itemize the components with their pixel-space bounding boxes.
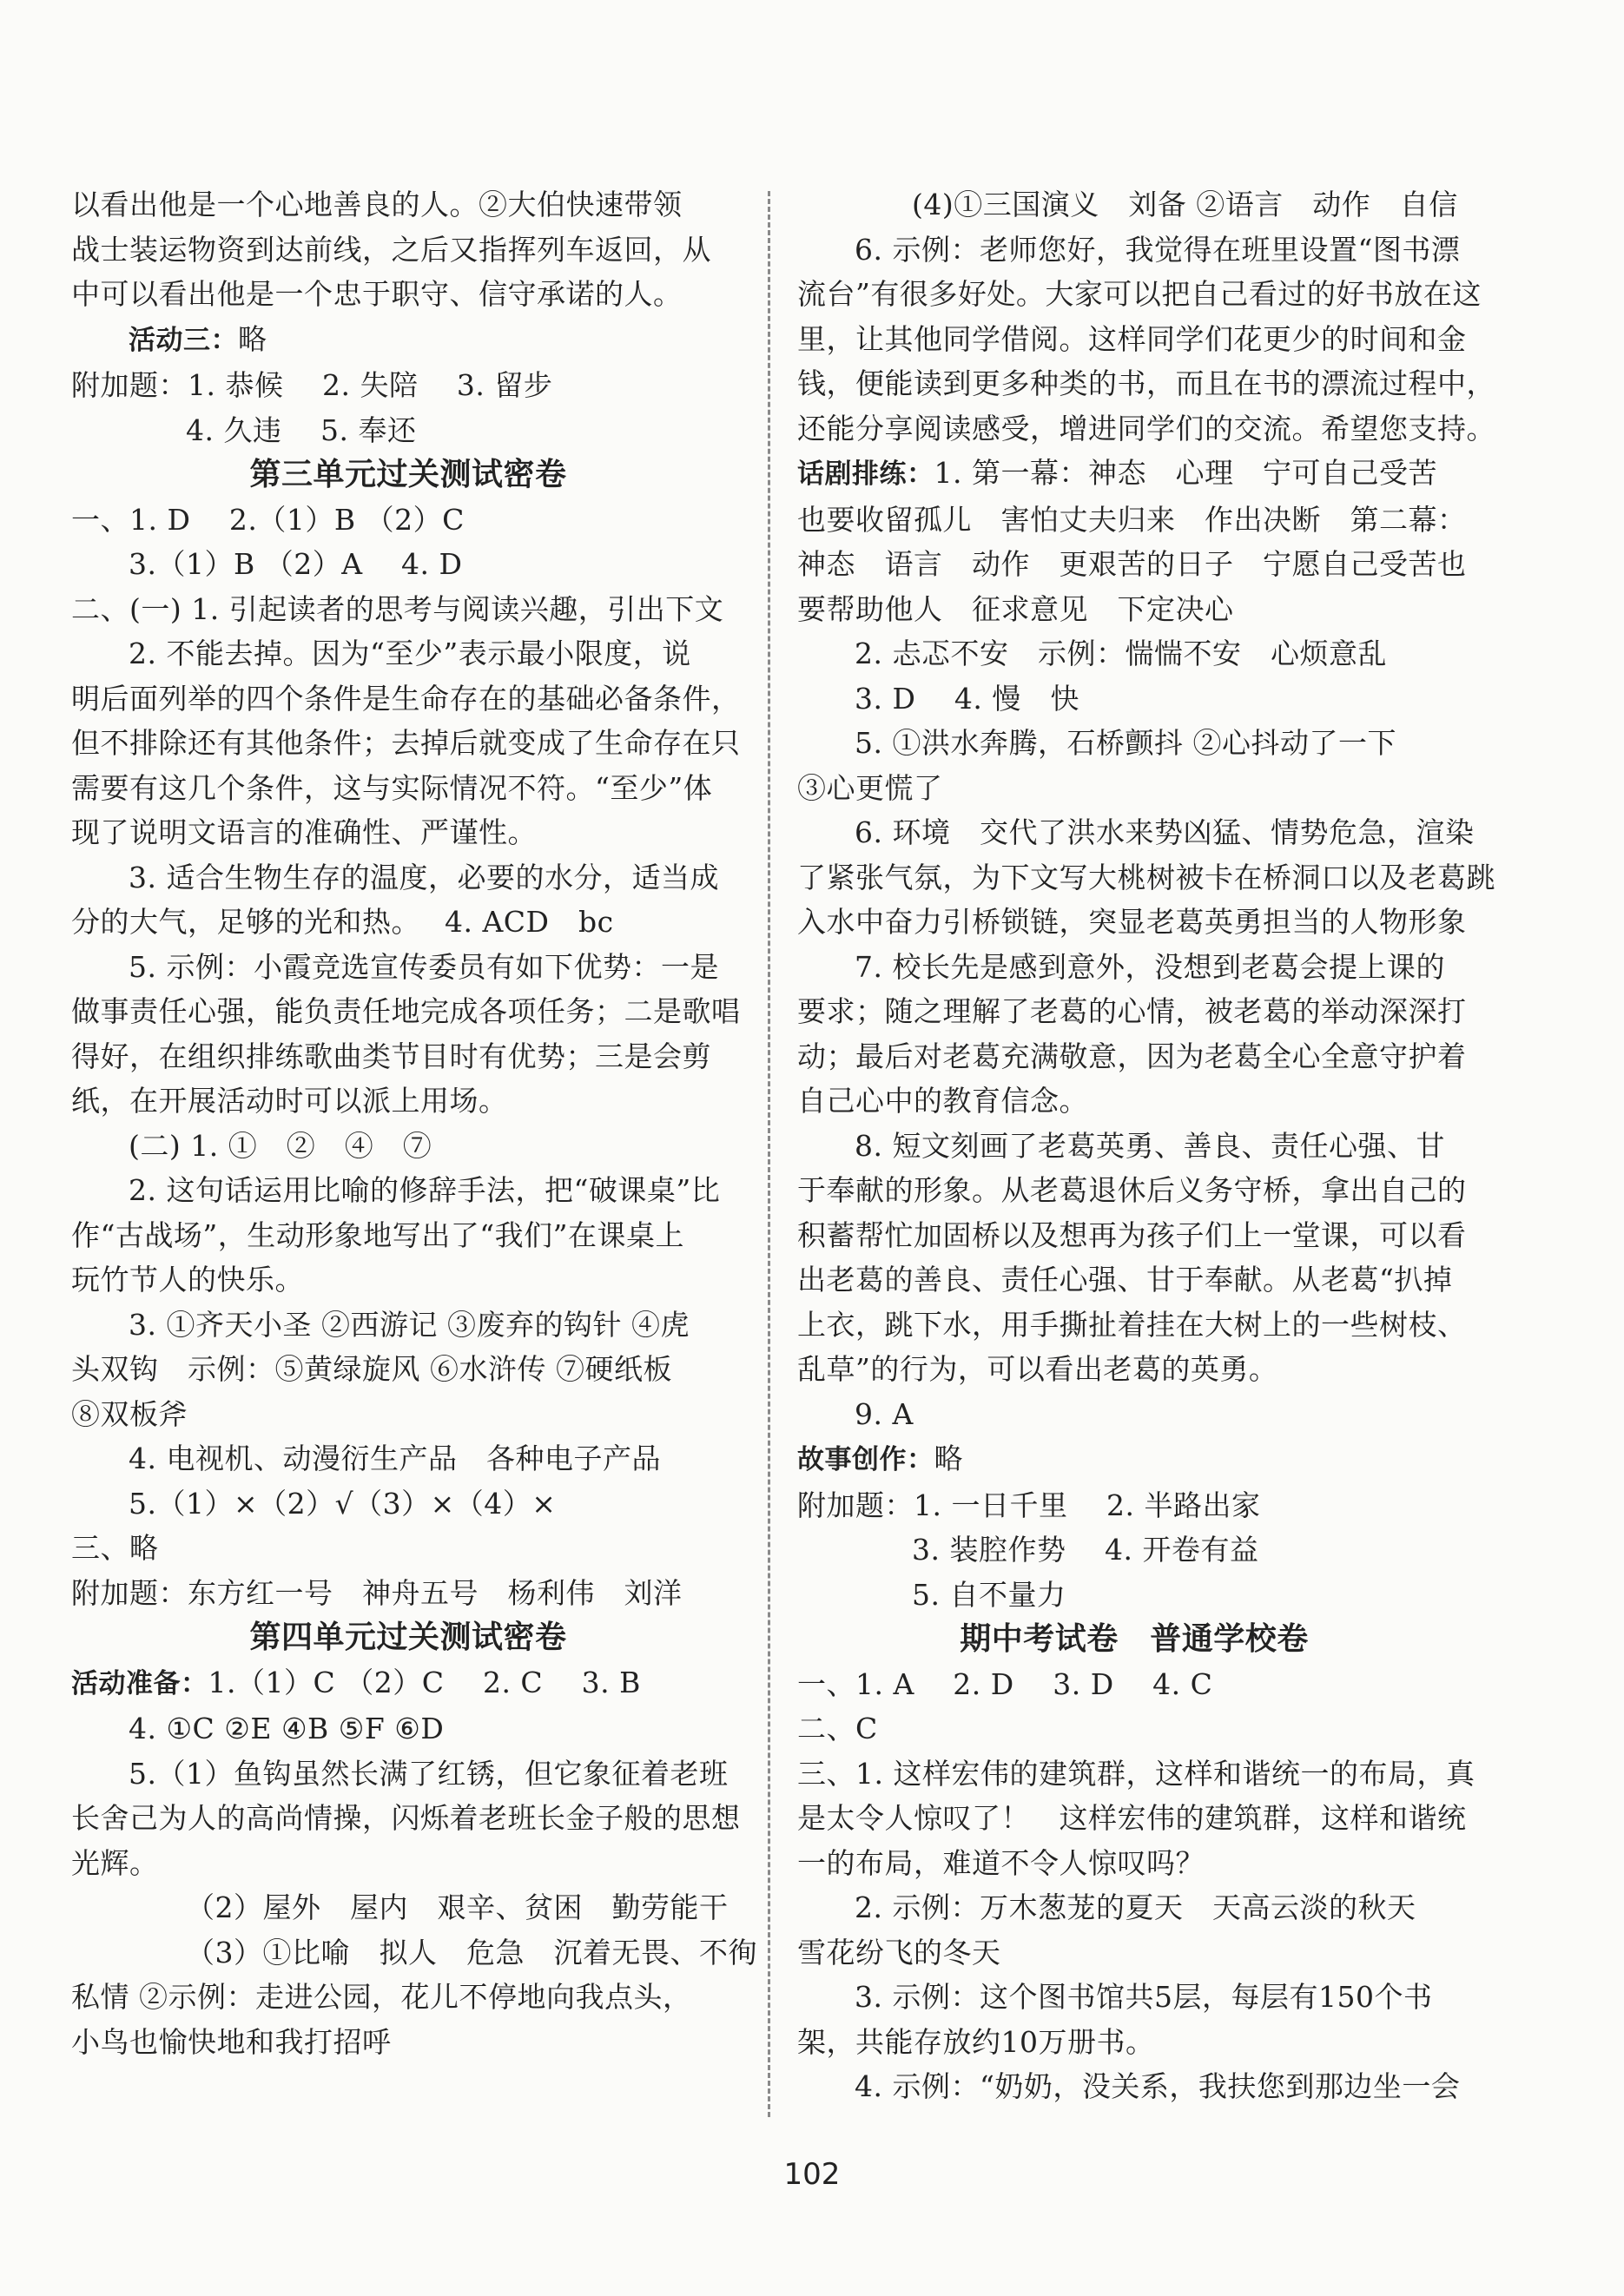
line-text: 三、略 [71,1531,159,1565]
line-text: 1.（1）C （2）C 2. C 3. B [208,1665,641,1699]
line-text: 需要有这几个条件，这与实际情况不符。“至少”体 [71,770,713,805]
line-text: 但不排除还有其他条件；去掉后就变成了生命存在只 [71,726,741,760]
answer-line [797,676,1471,722]
line-text: 雪花纷飞的冬天 [797,1935,1001,1969]
line-text: 5.（1）×（2）√（3）×（4）× [129,1486,557,1521]
answer-line [797,1079,1471,1124]
answer-line [71,766,745,811]
line-text: 7. 校长先是感到意外，没想到老葛会提上课的 [855,949,1445,984]
bold-label: 话剧排练： [797,459,934,490]
line-text: 5.（1）鱼钩虽然长满了红锈，但它象征着老班 [129,1756,729,1791]
line-text: 6. 示例：老师您好，我觉得在班里设置“图书漂 [855,232,1461,267]
line-text: 二、(一) 1. 引起读者的思考与阅读兴趣，引出下文 [71,591,724,626]
answer-line [797,228,1471,273]
answer-line [797,1662,1471,1707]
answer-line [797,631,1471,676]
answer-line [71,1392,745,1437]
line-text: 5. 示例：小霞竞选宣传委员有如下优势：一是 [129,949,719,984]
answer-line [797,810,1475,855]
answer-line [71,1706,745,1752]
answer-line [71,676,745,722]
answer-line [71,498,745,543]
answer-line [797,272,1482,317]
line-text: 了紧张气氛，为下文写大桃树被卡在桥洞口以及老葛跳 [797,860,1495,894]
line-text: ③心更慌了 [797,770,943,805]
answer-line [797,855,1495,901]
answer-line [797,945,1471,990]
bold-label: 故事创作： [797,1444,934,1475]
line-text: 以看出他是一个心地善良的人。②大伯快速带领 [71,188,683,221]
line-text: 4. 电视机、动漫衍生产品 各种电子产品 [129,1442,661,1475]
answer-line [797,1573,1471,1618]
line-text: 中可以看出他是一个忠于职守、信守承诺的人。 [71,277,683,311]
answer-line [797,1168,1471,1213]
answer-line [797,1124,1471,1169]
line-text: 长舍己为人的高尚情操，闪烁着老班长金子般的思想 [71,1801,741,1835]
answer-line [797,721,1471,766]
line-text: 附加题：1. 恭候 2. 失陪 3. 留步 [71,368,553,402]
answer-line [71,2020,745,2065]
line-text: 3. 装腔作势 4. 开卷有益 [912,1533,1259,1567]
line-text: 附加题：1. 一日千里 2. 半路出家 [797,1488,1261,1522]
answer-line [797,406,1495,452]
line-text: 3.（1）B （2）A 4. D [129,547,463,581]
answer-line [71,1257,745,1303]
answer-line [71,1930,757,1976]
left-column [71,182,757,2064]
page-number: 102 [783,2157,841,2192]
answer-line [71,900,745,945]
line-text: 4. 示例：“奶奶，没关系，我扶您到那边坐一会 [855,2069,1461,2103]
line-text: 6. 环境 交代了洪水来势凶猛、情势危急，渲染 [855,815,1475,849]
answer-line [797,766,1471,811]
line-text: 5. ①洪水奔腾，石桥颤抖 ②心抖动了一下 [855,726,1396,760]
answer-line [797,498,1471,543]
line-text: 出老葛的善良、责任心强、甘于奉献。从老葛“扒掉 [797,1263,1453,1296]
answer-line [71,1796,745,1841]
line-text: 积蓄帮忙加固桥以及想再为孩子们上一堂课，可以看 [797,1217,1467,1252]
bold-label: 活动准备： [71,1667,208,1699]
line-text: 2. 示例：万木葱茏的夏天 天高云淡的秋天 [855,1890,1416,1924]
line-text: 小鸟也愉快地和我打招呼 [71,2024,392,2059]
answer-line [797,1752,1475,1797]
answer-line [71,810,745,855]
answer-line [71,1481,745,1527]
answer-line [797,1034,1471,1079]
answer-line [71,182,745,228]
line-text: 一的布局，难道不令人惊叹吗？ [797,1845,1205,1880]
answer-line [71,1079,745,1124]
answer-line [71,1885,745,1930]
answer-line [797,1841,1471,1886]
line-text: 二、C [797,1712,878,1745]
answer-line [71,989,745,1034]
section-heading: 第三单元过关测试密卷 [249,457,567,492]
answer-line [71,1347,745,1392]
line-text: 头双钩 示例：⑤黄绿旋风 ⑥水浒传 ⑦硬纸板 [71,1352,672,1386]
answer-line [71,408,745,453]
bold-label: 活动三： [129,324,238,356]
line-text: 纸，在开展活动时可以派上用场。 [71,1084,508,1118]
line-text: 动；最后对老葛充满敬意，因为老葛全心全意守护着 [797,1039,1467,1073]
answer-line [71,1752,745,1797]
answer-line [797,1213,1471,1258]
answer-line [71,1660,745,1707]
answer-line [797,1975,1471,2020]
answer-line [71,1436,745,1481]
line-text: 3. 适合生物生存的温度，必要的水分，适当成 [129,860,719,894]
answer-line [797,1257,1471,1303]
line-text: 里，让其他同学借阅。这样同学们花更少的时间和金 [797,321,1467,356]
line-text: ⑧双板斧 [71,1396,188,1431]
answer-line [71,945,745,990]
answer-line [797,1392,1471,1437]
line-text: 玩竹节人的快乐。 [71,1263,304,1296]
line-text: 2. 不能去掉。因为“至少”表示最小限度，说 [129,637,691,670]
column-divider [768,191,770,2117]
answer-line [71,1034,745,1079]
answer-line [71,721,745,766]
line-text: 还能分享阅读感受，增进同学们的交流。希望您支持。 [797,411,1495,445]
right-column [797,182,1495,2109]
answer-line [797,2020,1471,2065]
line-text: 明后面列举的四个条件是生命存在的基础必备条件， [71,681,741,716]
answer-line [797,451,1471,498]
line-text: (二) 1. ① ② ④ ⑦ [129,1128,432,1163]
line-text: 分的大气，足够的光和热。 4. ACD bc [71,905,614,939]
line-text: 4. 久违 5. 奉还 [186,412,417,447]
answer-line [797,361,1495,406]
answer-line [797,1885,1471,1930]
line-text: 附加题：东方红一号 神舟五号 杨利伟 刘洋 [71,1575,683,1610]
answer-line [797,317,1471,362]
line-text: （3）①比喻 拟人 危急 沉着无畏、不徇 [186,1935,757,1969]
line-text: 架，共能存放约10万册书。 [797,2024,1155,2059]
line-text: 一、1. A 2. D 3. D 4. C [797,1666,1213,1701]
line-text: 神态 语言 动作 更艰苦的日子 宁愿自己受苦也 [797,547,1467,581]
answer-line [71,1213,745,1258]
section-heading: 期中考试卷 普通学校卷 [960,1621,1309,1657]
line-text: 战士装运物资到达前线，之后又指挥列车返回，从 [71,232,711,267]
answer-line [797,1930,1471,1976]
answer-line [71,542,745,587]
answer-line [71,363,745,408]
answer-line [797,1796,1471,1841]
line-text: 4. ①C ②E ④B ⑤F ⑥D [129,1712,445,1745]
answer-line [797,1527,1471,1573]
line-text: 乱草”的行为，可以看出老葛的英勇。 [797,1352,1278,1386]
answer-line [71,631,745,676]
answer-line [71,317,745,364]
line-text: 得好，在组织排练歌曲类节目时有优势；三是会剪 [71,1039,711,1073]
line-text: 要求；随之理解了老葛的心情，被老葛的举动深深打 [797,994,1467,1028]
answer-line [797,1706,1471,1752]
line-text: 于奉献的形象。从老葛退休后义务守桥，拿出自己的 [797,1173,1467,1207]
line-text: 三、1. 这样宏伟的建筑群，这样和谐统一的布局，真 [797,1756,1475,1791]
line-text: 8. 短文刻画了老葛英勇、善良、责任心强、甘 [855,1128,1445,1163]
answer-line [71,1526,745,1571]
answer-line [797,1483,1471,1528]
line-text: 5. 自不量力 [912,1577,1066,1612]
line-text: 也要收留孤儿 害怕丈夫归来 作出决断 第二幕： [797,502,1467,537]
answer-line [797,1347,1471,1392]
line-text: （2）屋外 屋内 艰辛、贫困 勤劳能干 [186,1890,729,1924]
answer-line [71,1975,745,2020]
line-text: 要帮助他人 征求意见 下定决心 [797,591,1234,626]
line-text: 现了说明文语言的准确性、严谨性。 [71,815,537,849]
line-text: 作“古战场”，生动形象地写出了“我们”在课桌上 [71,1217,684,1252]
line-text: 钱，便能读到更多种类的书，而且在书的漂流过程中， [797,366,1495,400]
line-text: 3. D 4. 慢 快 [855,681,1079,716]
answer-line [71,1168,745,1213]
answer-line [71,272,745,317]
answer-line [797,900,1471,945]
answer-line [797,587,1471,632]
line-text: 略 [238,321,267,356]
answer-line [71,1571,745,1616]
line-text: 是太令人惊叹了！ 这样宏伟的建筑群，这样和谐统 [797,1801,1467,1835]
line-text: 3. ①齐天小圣 ②西游记 ③废弃的钩针 ④虎 [129,1307,690,1342]
line-text: 3. 示例：这个图书馆共5层，每层有150个书 [855,1980,1433,2014]
line-text: 做事责任心强，能负责任地完成各项任务；二是歌唱 [71,994,741,1028]
answer-line [797,989,1471,1034]
answer-line [71,855,745,901]
line-text: 私情 ②示例：走进公园，花儿不停地向我点头， [71,1980,692,2014]
answer-line [71,228,745,273]
section-heading: 第四单元过关测试密卷 [249,1620,567,1655]
answer-line [797,182,1471,228]
answer-line [71,1303,745,1348]
line-text: 一、1. D 2.（1）B （2）C [71,502,465,537]
line-text: 1. 第一幕：神态 心理 宁可自己受苦 [934,456,1437,490]
line-text: 自己心中的教育信念。 [797,1084,1088,1118]
line-text: 上衣，跳下水，用手撕扯着挂在大树上的一些树枝、 [797,1307,1467,1342]
answer-line [71,587,745,632]
line-text: 2. 忐忑不安 示例：惴惴不安 心烦意乱 [855,637,1387,670]
answer-line [797,542,1471,587]
answer-line [71,1124,745,1169]
line-text: 入水中奋力引桥锁链，突显老葛英勇担当的人物形象 [797,905,1467,939]
line-text: 流台”有很多好处。大家可以把自己看过的好书放在这 [797,277,1482,311]
answer-line [71,1841,745,1886]
line-text: 光辉。 [71,1845,159,1880]
line-text: 2. 这句话运用比喻的修辞手法，把“破课桌”比 [129,1173,721,1207]
line-text: 9. A [855,1396,914,1431]
answer-line [797,2064,1471,2109]
answer-line [797,1436,1471,1483]
line-text: (4)①三国演义 刘备 ②语言 动作 自信 [912,188,1458,221]
answer-line [797,1303,1471,1348]
line-text: 略 [934,1442,963,1475]
